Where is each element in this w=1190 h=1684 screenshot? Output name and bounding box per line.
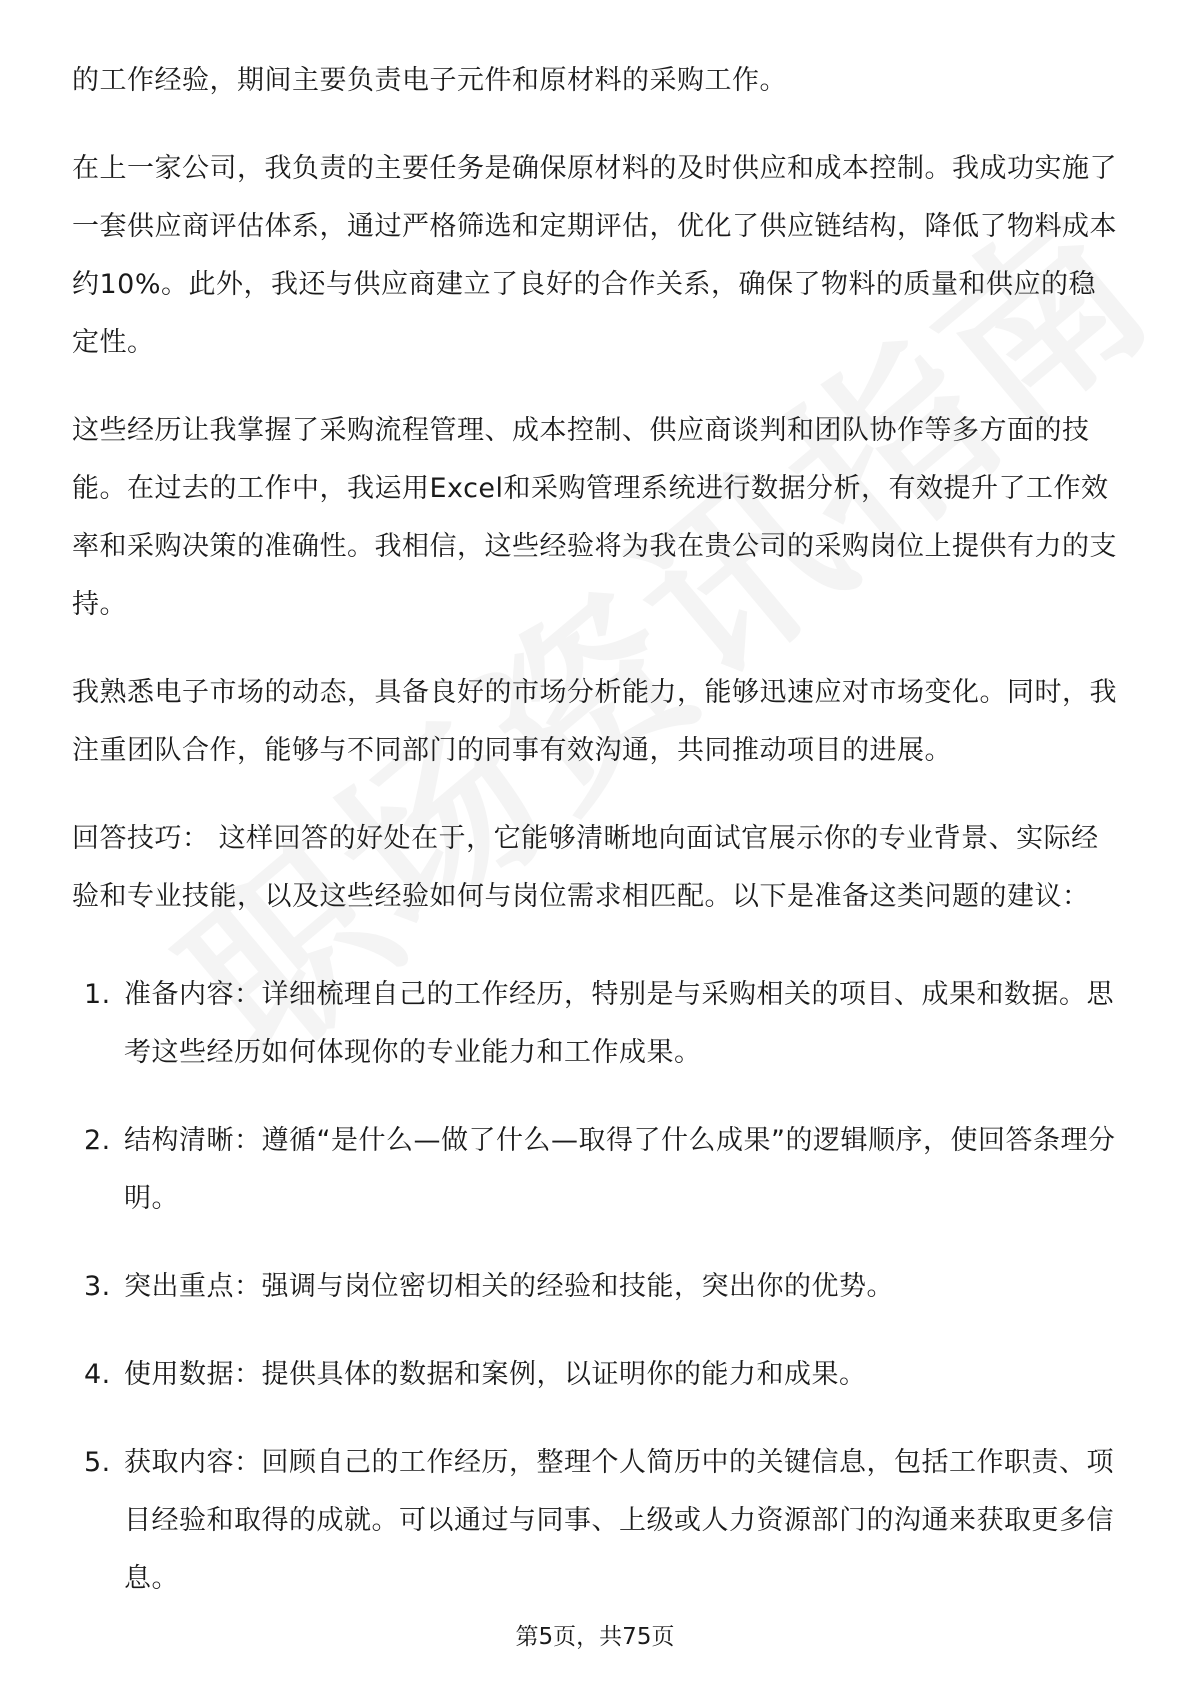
list-item-text: 准备内容：详细梳理自己的工作经历，特别是与采购相关的项目、成果和数据。思考这些经历如何体现你的专业能力和工作成果。 bbox=[124, 979, 1114, 1068]
list-item-number: 4. bbox=[84, 1359, 111, 1390]
list-item-text: 使用数据：提供具体的数据和案例，以证明你的能力和成果。 bbox=[124, 1359, 867, 1390]
paragraph-market-teamwork: 我熟悉电子市场的动态，具备良好的市场分析能力，能够迅速应对市场变化。同时，我注重团队合作，能够与不同部门的同事有效沟通，共同推动项目的进展。 bbox=[72, 677, 1117, 766]
list-item bbox=[72, 1112, 1122, 1228]
list-item-number: 2. bbox=[84, 1125, 111, 1156]
list-item-number: 3. bbox=[84, 1271, 111, 1302]
document-body bbox=[72, 52, 1122, 1638]
list-item bbox=[72, 1434, 1122, 1608]
tips-list bbox=[72, 966, 1122, 1608]
list-item-text: 获取内容：回顾自己的工作经历，整理个人简历中的关键信息，包括工作职责、项目经验和取得的成就。可以通过与同事、上级或人力资源部门的沟通来获取更多信息。 bbox=[124, 1447, 1114, 1594]
paragraph-skills: 这些经历让我掌握了采购流程管理、成本控制、供应商谈判和团队协作等多方面的技能。在过去的工作中，我运用Excel和采购管理系统进行数据分析，有效提升了工作效率和采购决策的准确性。我相信，这些经验将为我在贵公司的采购岗位上提供有力的支持。 bbox=[72, 415, 1117, 620]
list-item bbox=[72, 966, 1122, 1082]
page-number: 第5页，共75页 bbox=[515, 1624, 675, 1650]
list-item-number: 5. bbox=[84, 1447, 111, 1478]
paragraph-experience-intro: 的工作经验，期间主要负责电子元件和原材料的采购工作。 bbox=[72, 65, 787, 96]
list-item-number: 1. bbox=[84, 979, 111, 1010]
paragraph-answer-tips: 回答技巧： 这样回答的好处在于，它能够清晰地向面试官展示你的专业背景、实际经验和专业技能，以及这些经验如何与岗位需求相匹配。以下是准备这类问题的建议： bbox=[72, 823, 1099, 912]
list-item bbox=[72, 1258, 1122, 1316]
paragraph-previous-company: 在上一家公司，我负责的主要任务是确保原材料的及时供应和成本控制。我成功实施了一套供应商评估体系，通过严格筛选和定期评估，优化了供应链结构，降低了物料成本约10%。此外，我还与供应商建立了良好的合作关系，确保了物料的质量和供应的稳定性。 bbox=[72, 153, 1117, 358]
list-item-text: 结构清晰：遵循“是什么—做了什么—取得了什么成果”的逻辑顺序，使回答条理分明。 bbox=[124, 1125, 1116, 1214]
list-item bbox=[72, 1346, 1122, 1404]
list-item-text: 突出重点：强调与岗位密切相关的经验和技能，突出你的优势。 bbox=[124, 1271, 894, 1302]
